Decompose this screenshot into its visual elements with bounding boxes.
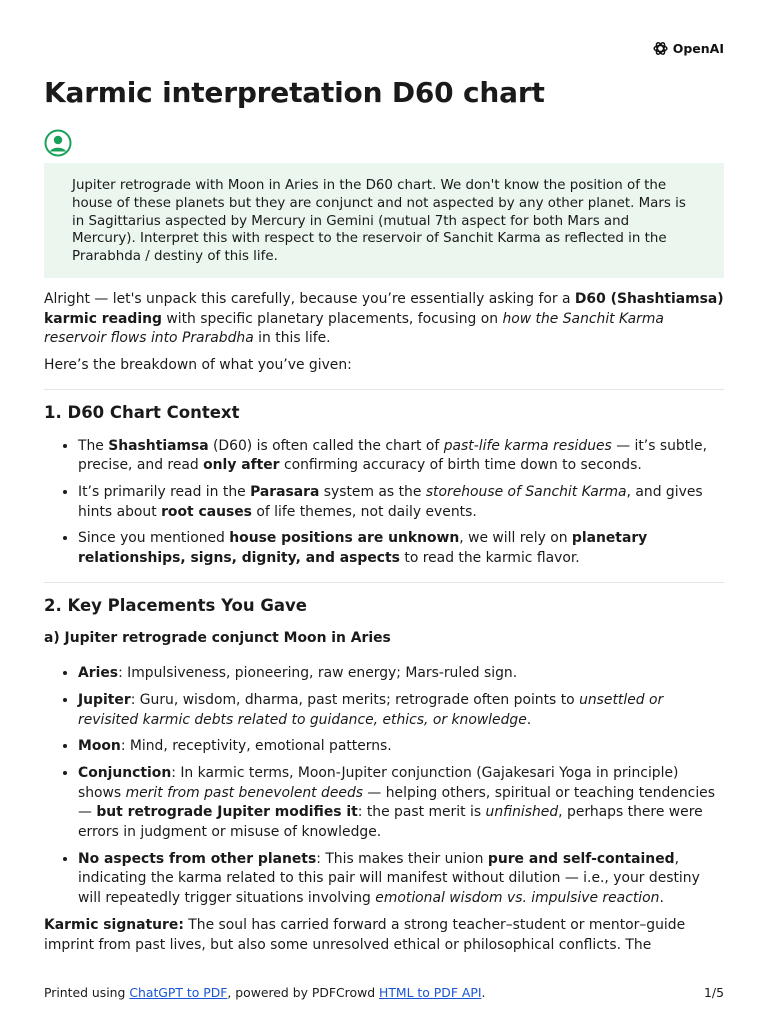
page-footer bbox=[44, 985, 724, 1000]
list-item: • Jupiter: Guru, wisdom, dharma, past merits; retrograde often points to unsettled or revisited karmic debts related to guidance, ethics, or knowledge. bbox=[78, 691, 724, 730]
user-avatar-icon bbox=[44, 129, 72, 157]
intro-paragraph: Alright — let's unpack this carefully, because you’re essentially asking for a D60 (Shashtiamsa) karmic reading with specific planetary placements, focusing on how the Sanchit Karma reservoir flows into Prarabdha in this life. bbox=[44, 291, 724, 347]
list-item: • Moon: Mind, receptivity, emotional patterns. bbox=[78, 737, 724, 757]
page-number: 1/5 bbox=[704, 985, 724, 1000]
karmic-signature: Karmic signature: The soul has carried forward a strong teacher–student or mentor–guide imprint from past lives, but also some unresolved ethical or philosophical conflicts. The bbox=[44, 916, 686, 953]
list-item: • Aries: Impulsiveness, pioneering, raw energy; Mars-ruled sign. bbox=[78, 664, 724, 684]
list-item: • It’s primarily read in the Parasara system as the storehouse of Sanchit Karma, and gives hints about root causes of life themes, not daily events. bbox=[78, 483, 724, 522]
user-prompt: Jupiter retrograde with Moon in Aries in the D60 chart. We don't know the position of the house of these planets but they are conjunct and not aspected by any other planet. Mars is in Sagittarius aspected by Mercury in Gemini (mutual 7th aspect for both Mars and Mercury). Interpret this with respect to the reservoir of Sanchit Karma as reflected in the Prarabhda / destiny of this life. bbox=[44, 163, 724, 278]
list-item: • The Shashtiamsa (D60) is often called the chart of past-life karma residues — it’s subtle, precise, and read only after confirming accuracy of birth time down to seconds. bbox=[78, 437, 724, 476]
context-list bbox=[44, 437, 724, 569]
brand-name: OpenAI bbox=[672, 41, 724, 56]
openai-logo bbox=[652, 40, 724, 57]
footer-credits: Printed using ChatGPT to PDF, powered by PDFCrowd HTML to PDF API. bbox=[44, 985, 486, 1000]
list-item: • No aspects from other planets: This makes their union pure and self-contained, indicating the karma related to this pair will manifest without dilution — i.e., your destiny will repeatedly trigger situations involving emotional wisdom vs. impulsive reaction. bbox=[78, 850, 724, 909]
intro-breakdown: Here’s the breakdown of what you’ve given: bbox=[44, 357, 352, 374]
divider bbox=[44, 582, 724, 583]
section-heading-context: 1. D60 Chart Context bbox=[44, 402, 240, 422]
chatgpt-to-pdf-link[interactable]: ChatGPT to PDF bbox=[129, 985, 228, 1000]
page-title: Karmic interpretation D60 chart bbox=[44, 76, 545, 109]
divider bbox=[44, 389, 724, 390]
list-item: • Since you mentioned house positions are unknown, we will rely on planetary relationships, signs, dignity, and aspects to read the karmic flavor. bbox=[78, 529, 724, 568]
subsection-heading: a) Jupiter retrograde conjunct Moon in Aries bbox=[44, 630, 391, 647]
openai-icon bbox=[652, 40, 669, 57]
assistant-response bbox=[44, 290, 724, 955]
section-heading-placements: 2. Key Placements You Gave bbox=[44, 595, 308, 615]
list-item: • Conjunction: In karmic terms, Moon-Jupiter conjunction (Gajakesari Yoga in principle) shows merit from past benevolent deeds — helping others, spiritual or teaching tendencies — but retrograde Jupiter modifies it: the past merit is unfinished, perhaps there were errors in judgment or misuse of knowledge. bbox=[78, 764, 724, 843]
placements-list bbox=[44, 664, 724, 909]
html-to-pdf-api-link[interactable]: HTML to PDF API bbox=[379, 985, 482, 1000]
